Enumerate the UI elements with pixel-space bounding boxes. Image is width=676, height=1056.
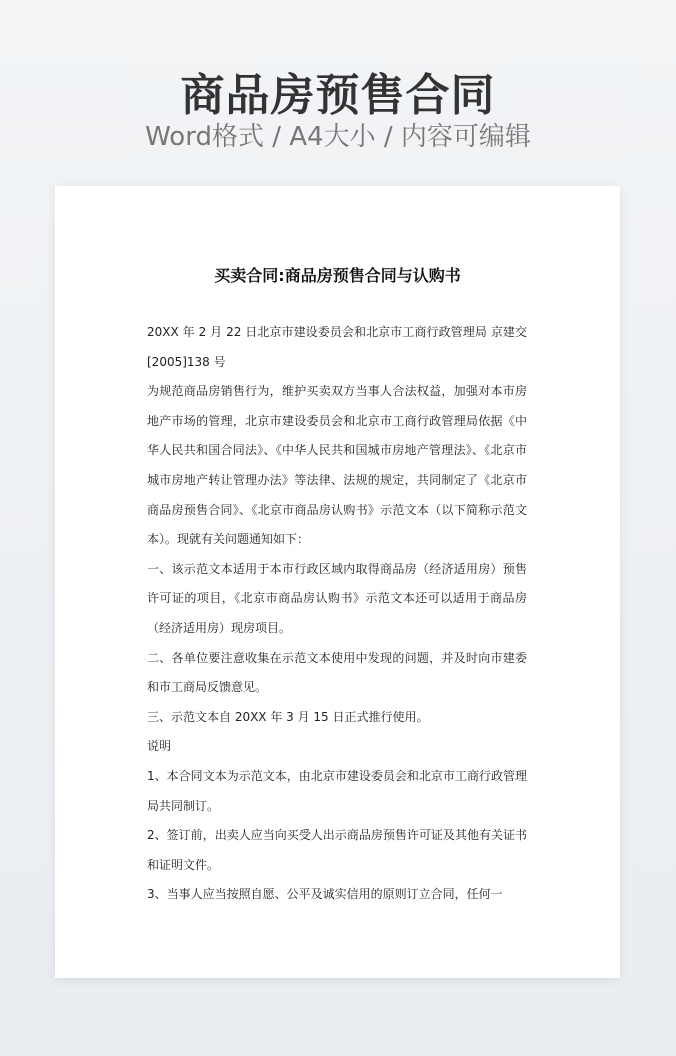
doc-paragraph-item-1: 一、该示范文本适用于本市行政区域内取得商品房（经济适用房）预售许可证的项目，《北京市商品房认购书》示范文本还可以适用于商品房（经济适用房）现房项目。 xyxy=(147,561,527,635)
doc-note-2: 2、签订前，出卖人应当向买受人出示商品房预售许可证及其他有关证书和证明文件。 xyxy=(147,828,527,872)
banner-title: 商品房预售合同 xyxy=(180,70,496,121)
doc-paragraph-date: 20XX 年 2 月 22 日北京市建设委员会和北京市工商行政管理局 京建交[2005]138 号 xyxy=(147,325,527,369)
document-title: 买卖合同:商品房预售合同与认购书 xyxy=(214,266,461,285)
doc-note-3: 3、当事人应当按照自愿、公平及诚实信用的原则订立合同，任何一 xyxy=(147,887,503,902)
doc-heading-notes: 说明 xyxy=(147,739,172,754)
banner-subtitle: Word格式 / A4大小 / 内容可编辑 xyxy=(145,122,531,152)
document-page xyxy=(55,186,620,978)
doc-paragraph-item-3: 三、示范文本自 20XX 年 3 月 15 日正式推行使用。 xyxy=(147,709,429,724)
doc-paragraph-item-2: 二、各单位要注意收集在示范文本使用中发现的问题，并及时向市建委和市工商局反馈意见。 xyxy=(147,650,527,695)
doc-note-1: 1、本合同文本为示范文本，由北京市建设委员会和北京市工商行政管理局共同制订。 xyxy=(147,768,527,813)
doc-paragraph-intro: 为规范商品房销售行为，维护买卖双方当事人合法权益，加强对本市房地产市场的管理，北京市建设委员会和北京市工商行政管理局依据《中华人民共和国合同法》、《中华人民共和国城市房地产管理法》、《北京市城市房地产转让管理办法》等法律、法规的规定，共同制定了《北京市商品房预售合同》、《北京市商品房认购书》示范文本（以下简称示范文本）。现就有关问题通知如下： xyxy=(147,384,527,547)
document-body xyxy=(147,318,527,910)
